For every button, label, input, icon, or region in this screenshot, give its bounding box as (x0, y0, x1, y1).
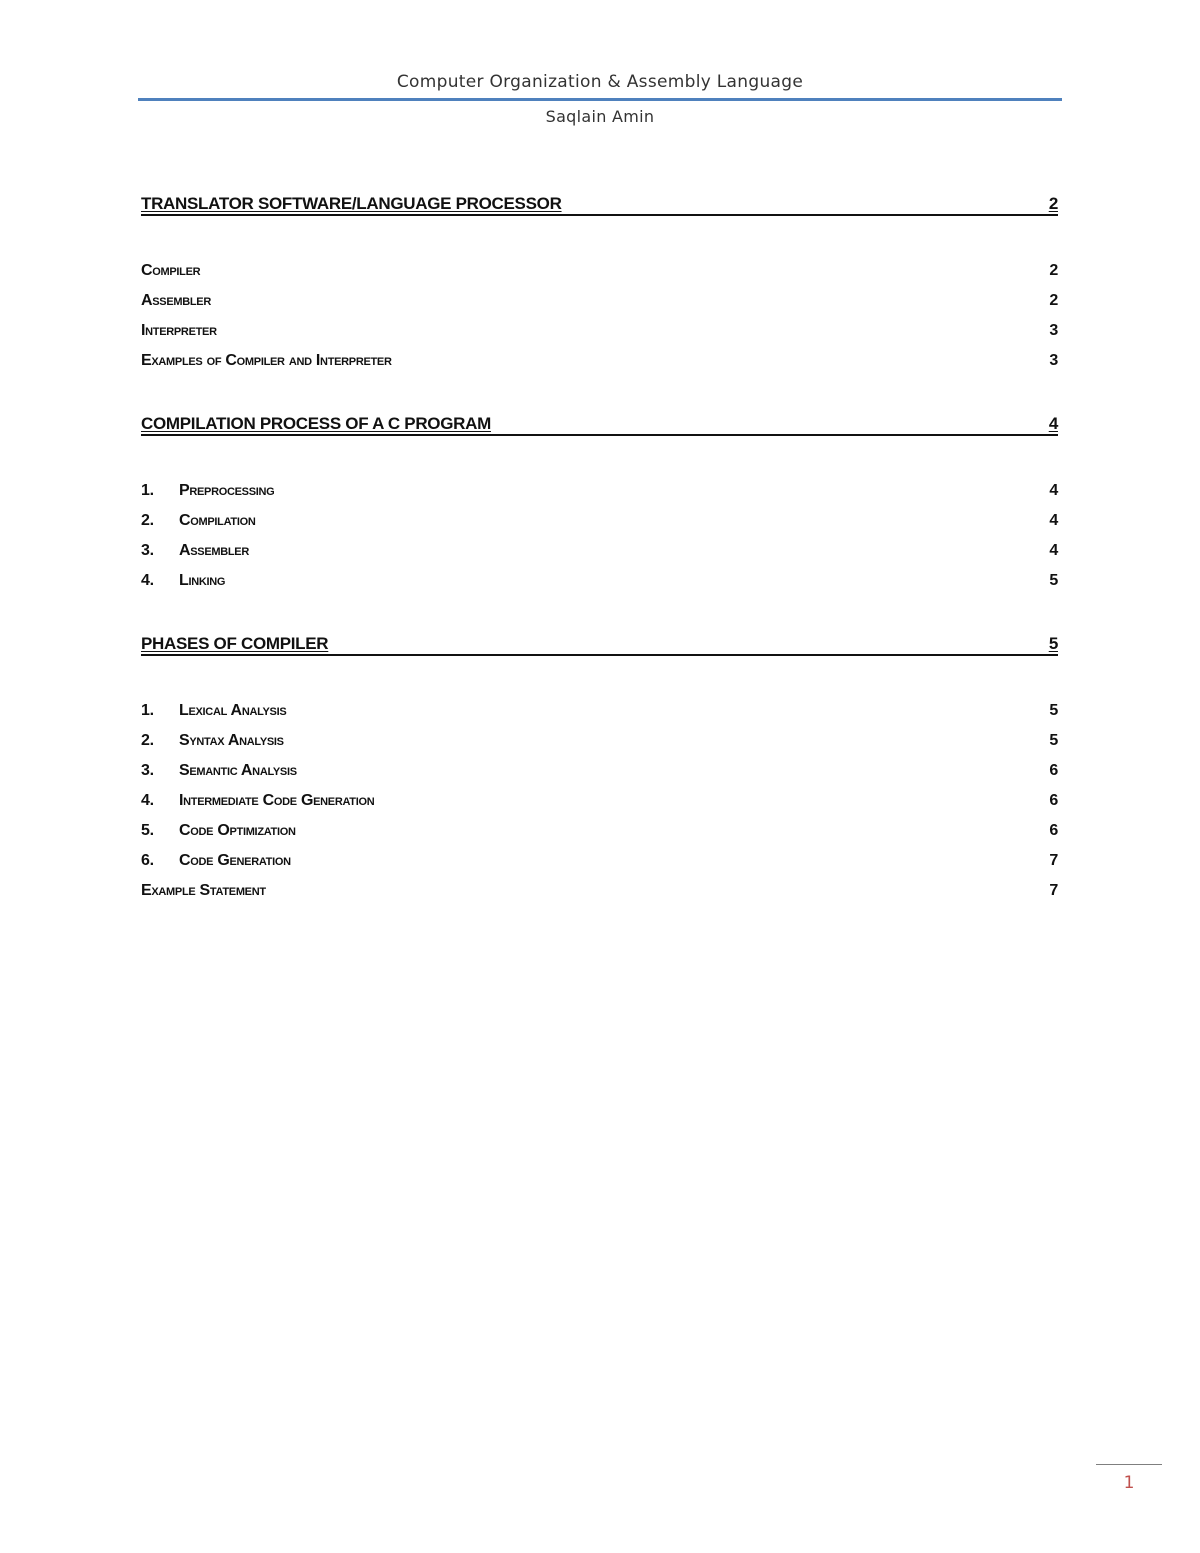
toc-section-title: COMPILATION PROCESS OF A C PROGRAM (141, 414, 491, 433)
toc-entry-lexical-analysis[interactable] (141, 696, 1058, 726)
header-rule (138, 98, 1062, 101)
toc-entry-compilation[interactable] (141, 506, 1058, 536)
toc-entry-compiler[interactable] (141, 256, 1058, 286)
toc-entry-label: Preprocessing (179, 482, 275, 499)
toc-entry-number: 6. (141, 852, 154, 869)
toc-entry-page: 6 (1049, 762, 1058, 779)
header-author: Saqlain Amin (545, 107, 655, 126)
toc-entry-page: 7 (1049, 882, 1058, 899)
toc-section-title: TRANSLATOR SOFTWARE/LANGUAGE PROCESSOR (141, 194, 562, 213)
page-number: 1 (1123, 1473, 1135, 1493)
toc-entry-number: 4. (141, 792, 154, 809)
toc-entry-page: 3 (1049, 322, 1058, 339)
toc-entry-code-generation[interactable] (141, 846, 1058, 876)
toc-entry-label: Code Optimization (179, 822, 296, 839)
toc-section-translator-software[interactable] (141, 190, 1058, 216)
toc-entry-label: Lexical Analysis (179, 702, 287, 719)
header-title: Computer Organization & Assembly Language (396, 72, 804, 92)
toc-entry-page: 2 (1049, 292, 1058, 309)
toc-entry-label: Interpreter (141, 322, 217, 339)
toc-entry-label: Semantic Analysis (179, 762, 297, 779)
toc-entry-page: 4 (1049, 482, 1058, 499)
toc-entry-label: Assembler (141, 292, 211, 309)
toc-entry-example-statement[interactable] (141, 876, 1058, 906)
toc-entry-page: 5 (1049, 702, 1058, 719)
toc-entry-page: 3 (1049, 352, 1058, 369)
toc-section-page: 2 (1048, 194, 1058, 213)
toc-entry-page: 6 (1049, 822, 1058, 839)
toc-entry-number: 5. (141, 822, 154, 839)
toc-entry-page: 7 (1049, 852, 1058, 869)
toc-group-spacer (141, 376, 1058, 410)
toc-section-phases-of-compiler[interactable] (141, 630, 1058, 656)
page-footer (1096, 1464, 1162, 1493)
toc-entry-linking[interactable] (141, 566, 1058, 596)
toc-entry-number: 2. (141, 512, 154, 529)
toc-entry-examples-compiler-interpreter[interactable] (141, 346, 1058, 376)
toc-entry-intermediate-code-generation[interactable] (141, 786, 1058, 816)
toc-entry-assembler-step[interactable] (141, 536, 1058, 566)
toc-entry-number: 3. (141, 542, 154, 559)
toc-entry-interpreter[interactable] (141, 316, 1058, 346)
toc-entry-label: Compiler (141, 262, 201, 279)
footer-rule (1096, 1464, 1162, 1465)
toc-entry-syntax-analysis[interactable] (141, 726, 1058, 756)
toc-gap (141, 216, 1058, 256)
toc-entry-assembler[interactable] (141, 286, 1058, 316)
toc-entry-number: 3. (141, 762, 154, 779)
toc-entry-page: 5 (1049, 572, 1058, 589)
toc-entry-number: 1. (141, 482, 154, 499)
toc-gap (141, 436, 1058, 476)
toc-entry-label: Intermediate Code Generation (179, 792, 375, 809)
toc-group-spacer (141, 596, 1058, 630)
toc-entry-number: 1. (141, 702, 154, 719)
toc-entry-number: 2. (141, 732, 154, 749)
toc-entry-label: Code Generation (179, 852, 291, 869)
toc-entry-semantic-analysis[interactable] (141, 756, 1058, 786)
toc-entry-label: Examples of Compiler and Interpreter (141, 352, 392, 369)
page-header (138, 70, 1062, 129)
toc-entry-page: 2 (1049, 262, 1058, 279)
toc-section-page: 4 (1048, 414, 1058, 433)
toc-entry-number: 4. (141, 572, 154, 589)
toc-entry-label: Compilation (179, 512, 256, 529)
table-of-contents (141, 190, 1058, 906)
toc-entry-page: 4 (1049, 512, 1058, 529)
toc-entry-preprocessing[interactable] (141, 476, 1058, 506)
toc-section-compilation-process[interactable] (141, 410, 1058, 436)
toc-gap (141, 656, 1058, 696)
toc-section-page: 5 (1048, 634, 1058, 653)
toc-entry-label: Linking (179, 572, 226, 589)
toc-entry-code-optimization[interactable] (141, 816, 1058, 846)
toc-section-title: PHASES OF COMPILER (141, 634, 329, 653)
toc-entry-label: Example Statement (141, 882, 266, 899)
toc-entry-label: Assembler (179, 542, 249, 559)
toc-entry-label: Syntax Analysis (179, 732, 284, 749)
toc-entry-page: 6 (1049, 792, 1058, 809)
toc-entry-page: 4 (1049, 542, 1058, 559)
toc-entry-page: 5 (1049, 732, 1058, 749)
